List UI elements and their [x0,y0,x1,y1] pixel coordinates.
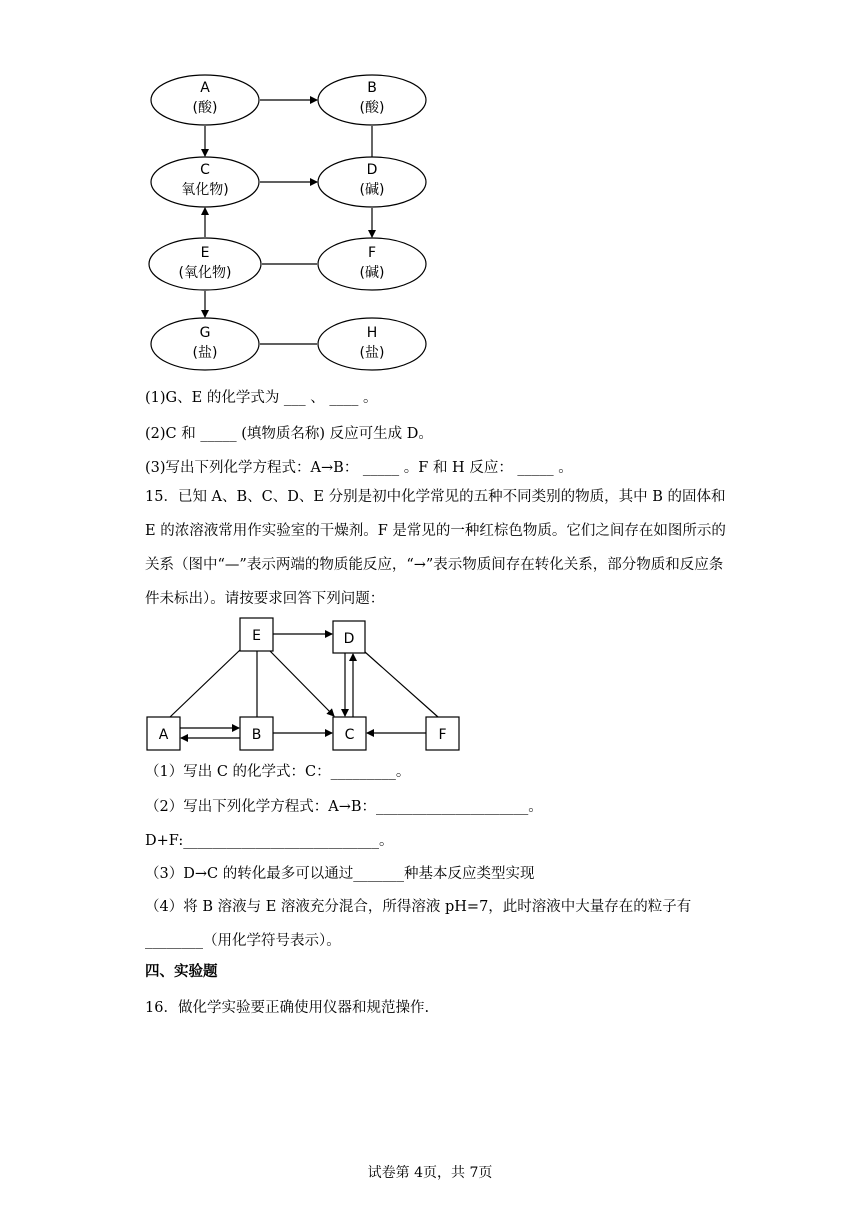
node-E-type: (氧化物) [178,265,232,281]
node-A-type: (酸) [192,100,218,116]
q14-sub2: (2)C 和 _____ (填物质名称) 反应可生成 D。 [145,426,433,442]
node-H-type: (盐) [359,345,385,361]
edge-D-F [365,652,438,717]
box-A-label: A [158,727,169,743]
q15-sub4: （4）将 B 溶液与 E 溶液充分混合，所得溶液 pH=7，此时溶液中大量存在的粒子有 [145,899,692,915]
box-C-label: C [344,727,355,743]
box-F-label: F [438,727,447,743]
q15-sub2: （2）写出下列化学方程式：A→B：_____________________。 [145,799,543,815]
diagram-boxes [140,612,470,760]
node-D-label: D [366,162,378,178]
node-H-label: H [366,325,378,341]
diagram-ellipses [140,68,440,380]
node-B-type: (酸) [359,100,385,116]
q15-sub4-cont: ________（用化学符号表示）。 [145,933,341,949]
node-C-type: 氧化物) [181,182,229,198]
q15-sub1: （1）写出 C 的化学式：C：_________。 [145,764,411,780]
q16-stem: 16．做化学实验要正确使用仪器和规范操作. [145,1000,430,1016]
node-B-label: B [367,80,377,96]
node-C-label: C [200,162,210,178]
page-footer: 试卷第 4页，共 7页 [367,1165,493,1181]
section-heading: 四、实验题 [145,963,218,980]
box-B-label: B [251,727,262,743]
q15-sub3: （3）D→C 的转化最多可以通过_______种基本反应类型实现 [145,866,535,882]
node-G-type: (盐) [192,345,218,361]
node-F-type: (碱) [359,265,385,281]
node-A-label: A [200,80,210,96]
q14-sub3: (3)写出下列化学方程式：A→B： _____ 。F 和 H 反应： _____ 。 [145,460,573,476]
edge-E-A [170,650,240,717]
box-E-label: E [252,628,261,644]
box-D-label: D [343,631,355,647]
node-G-label: G [199,325,211,341]
edge-E-C [270,651,334,716]
node-F-label: F [367,245,377,261]
node-D-type: (碱) [359,182,385,198]
q15-stem: 15．已知 A、B、C、D、E 分别是初中化学常见的五种不同类别的物质，其中 B 的固体和 E 的浓溶液常用作实验室的干燥剂。F 是常见的一种红棕色物质。它们之间存在如图所示的关系（图中“—”表示两端的物质能反应，“→”表示物质间存在转化关系，部分物质和反应条件未标出）。请按要求回答下列问题： [145,489,726,607]
q15-sub2-cont: D+F:___________________________。 [145,833,394,849]
node-E-label: E [200,245,210,261]
q14-sub1: (1)G、E 的化学式为 ___ 、 ____ 。 [145,390,378,406]
